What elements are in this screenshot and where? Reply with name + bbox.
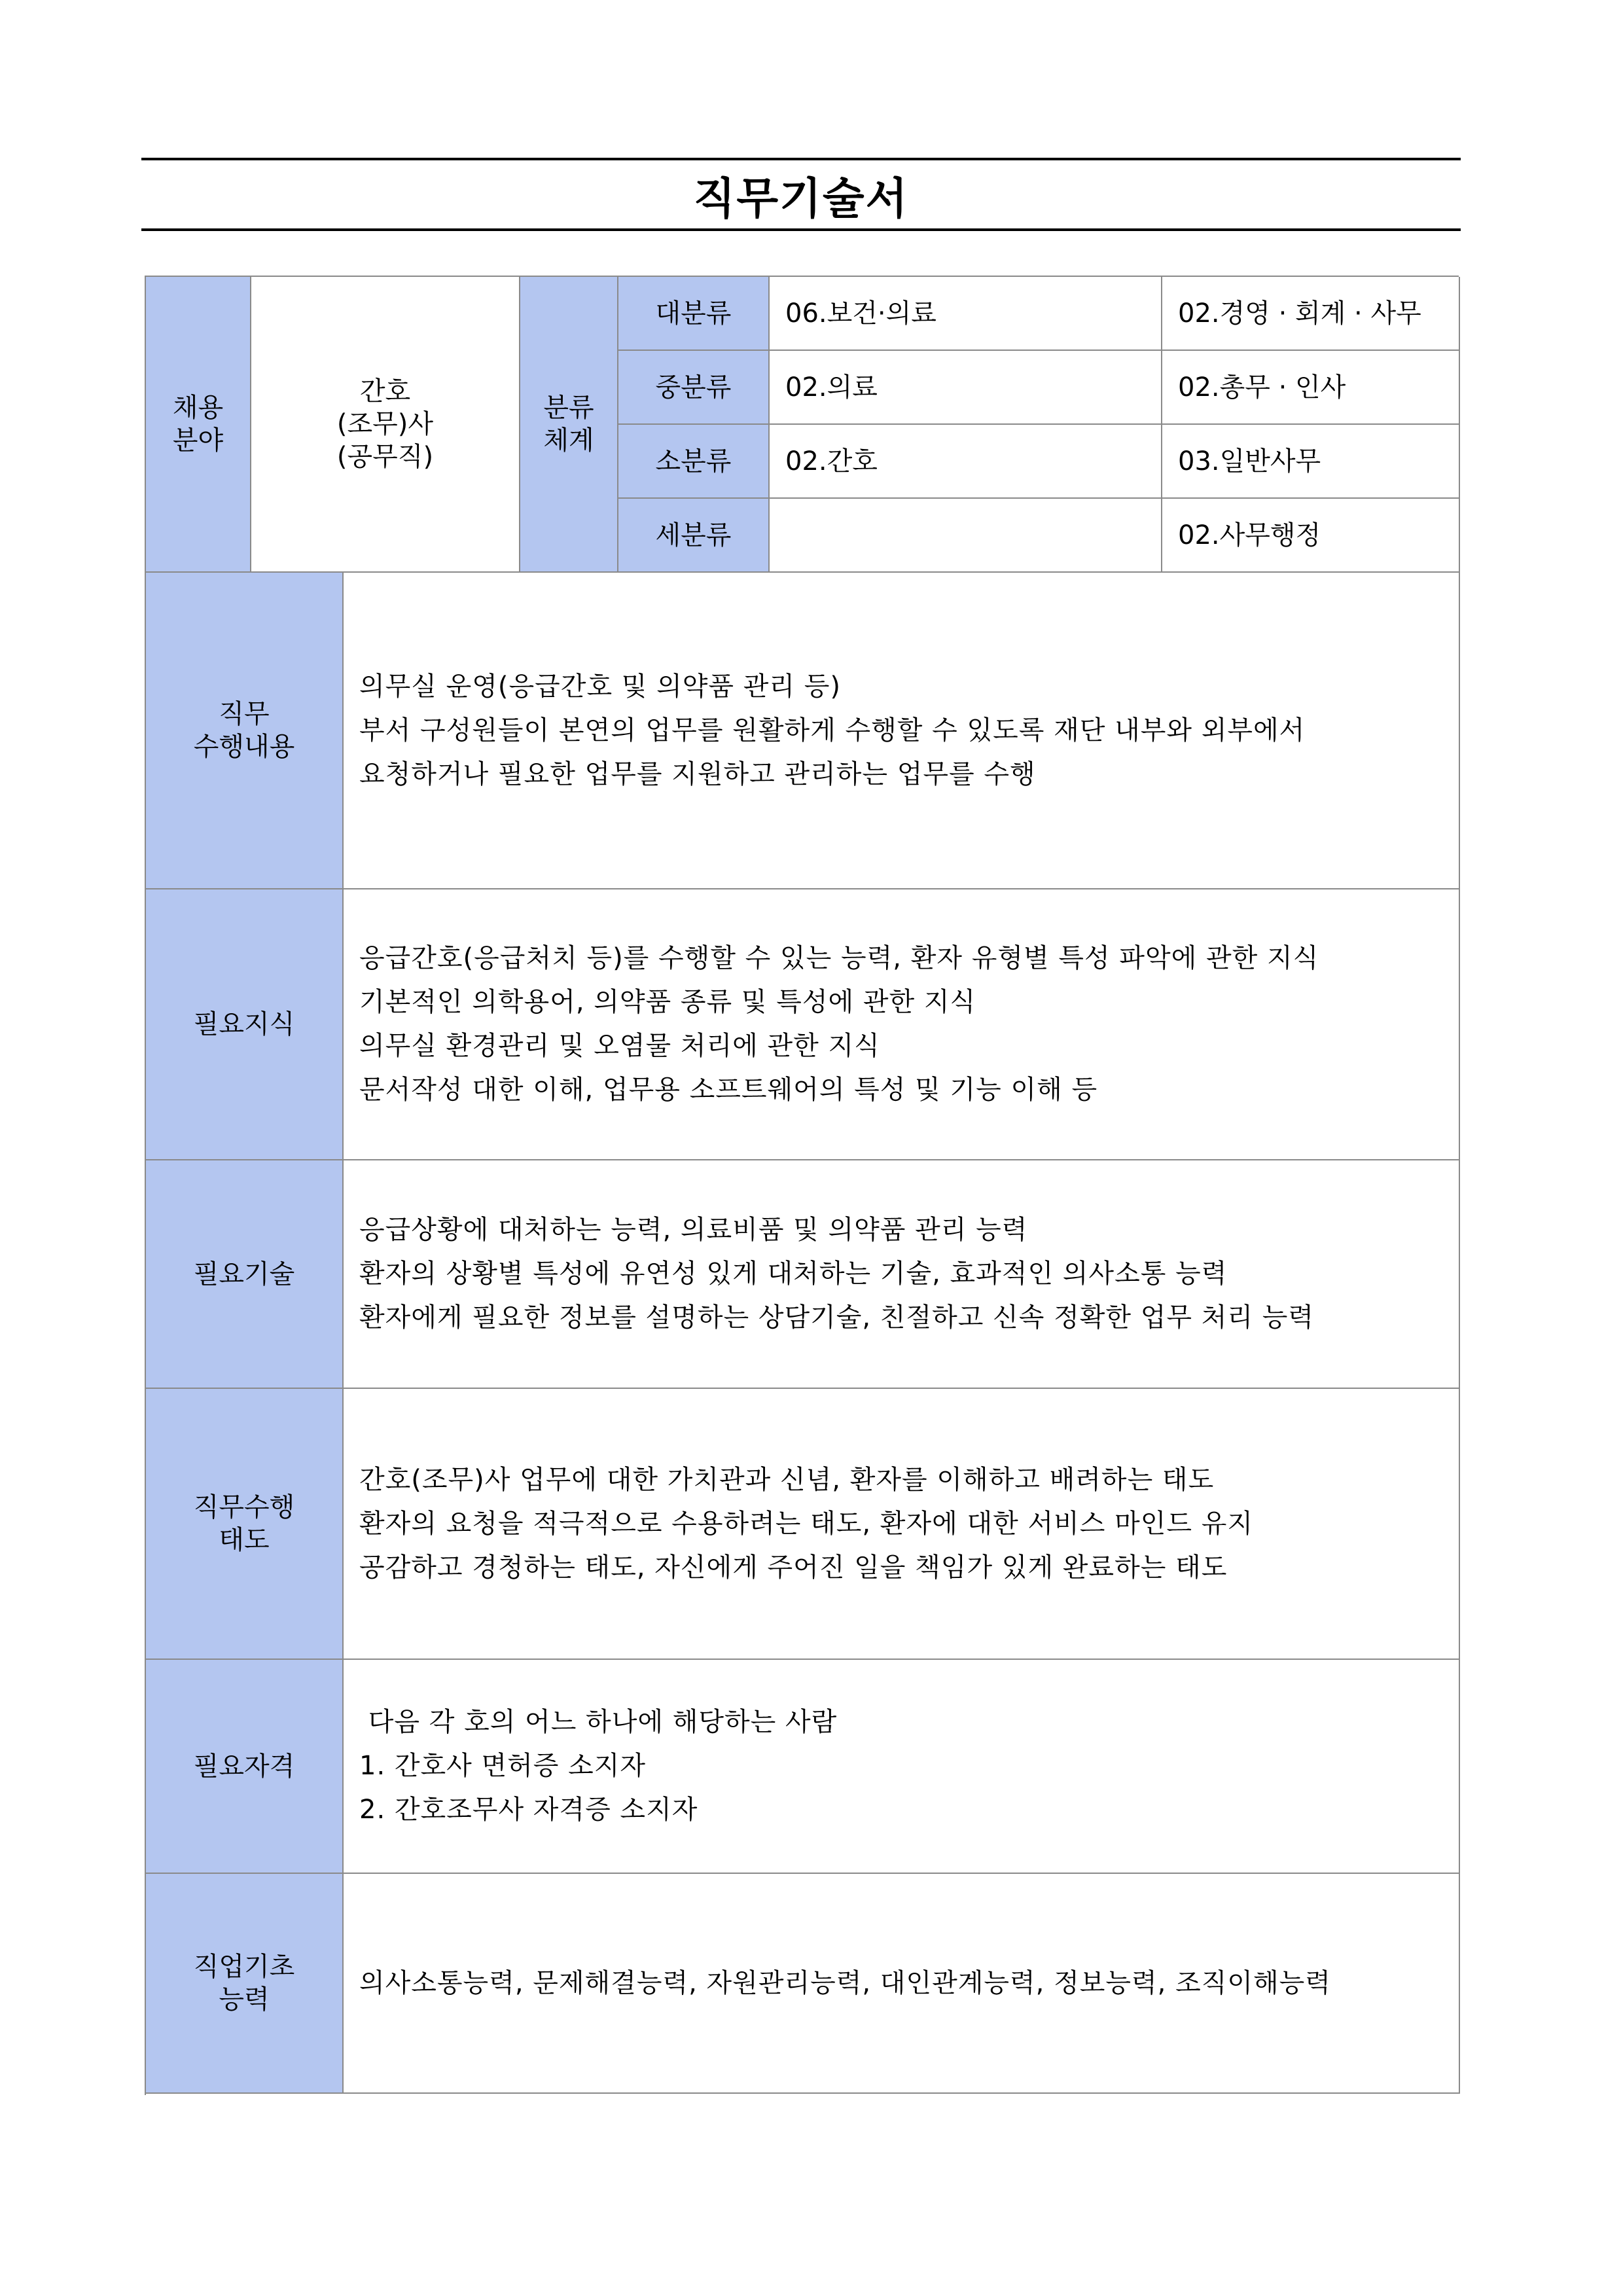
text-line: 다음 각 호의 어느 하나에 해당하는 사람 [359, 1707, 838, 1737]
title-bar [141, 158, 1461, 231]
sub-category-label: 세분류 [618, 499, 770, 573]
required-knowledge-label: 필요지식 [146, 889, 344, 1160]
text-line: 의무실 환경관리 및 오염물 처리에 관한 지식 [359, 1031, 880, 1061]
work-attitude-label: 직무수행 태도 [146, 1389, 344, 1660]
text-line: 환자의 상황별 특성에 유연성 있게 대처하는 기술, 효과적인 의사소통 능력 [359, 1259, 1228, 1289]
required-skills-content [344, 1160, 1460, 1389]
sub-category-value-1 [770, 499, 1162, 573]
text-line: 기본적인 의학용어, 의약품 종류 및 특성에 관한 지식 [359, 987, 976, 1017]
sub-category-value-2: 02.사무행정 [1162, 499, 1460, 573]
work-attitude-content [344, 1389, 1460, 1660]
middle-category-value-1: 02.의료 [770, 351, 1162, 425]
minor-category-label: 소분류 [618, 425, 770, 499]
document-title: 직무기술서 [693, 173, 909, 224]
classification-system-label: 분류 체계 [520, 277, 618, 573]
text-line: 의사소통능력, 문제해결능력, 자원관리능력, 대인관계능력, 정보능력, 조직이해능력 [359, 1967, 1331, 1998]
text-line: 부서 구성원들이 본연의 업무를 원활하게 수행할 수 있도록 재단 내부와 외부에서 [359, 715, 1306, 745]
job-duties-content [344, 573, 1460, 889]
text-line: 환자에게 필요한 정보를 설명하는 상담기술, 친절하고 신속 정확한 업무 처리 능력 [359, 1302, 1314, 1333]
recruit-field-value: 간호 (조무)사 (공무직) [251, 277, 520, 573]
basic-competency-content [344, 1874, 1460, 2094]
required-skills-label: 필요기술 [146, 1160, 344, 1389]
text-line: 환자의 요청을 적극적으로 수용하려는 태도, 환자에 대한 서비스 마인드 유지 [359, 1508, 1253, 1539]
text-line: 문서작성 대한 이해, 업무용 소프트웨어의 특성 및 기능 이해 등 [359, 1075, 1098, 1105]
minor-category-value-2: 03.일반사무 [1162, 425, 1460, 499]
text-line: 응급간호(응급처치 등)를 수행할 수 있는 능력, 환자 유형별 특성 파악에 관한 지식 [359, 943, 1319, 973]
text-line: 의무실 운영(응급간호 및 의약품 관리 등) [359, 671, 842, 702]
middle-category-value-2: 02.총무 · 인사 [1162, 351, 1460, 425]
job-duties-label: 직무 수행내용 [146, 573, 344, 889]
recruit-field-label: 채용 분야 [146, 277, 251, 573]
middle-category-label: 중분류 [618, 351, 770, 425]
text-line: 1. 간호사 면허증 소지자 [359, 1751, 647, 1781]
major-category-label: 대분류 [618, 277, 770, 351]
text-line: 공감하고 경청하는 태도, 자신에게 주어진 일을 책임가 있게 완료하는 태도 [359, 1552, 1228, 1583]
job-description-table [145, 276, 1459, 2095]
text-line: 요청하거나 필요한 업무를 지원하고 관리하는 업무를 수행 [359, 759, 1036, 789]
major-category-value-1: 06.보건·의료 [770, 277, 1162, 351]
required-knowledge-content [344, 889, 1460, 1160]
basic-competency-label: 직업기초 능력 [146, 1874, 344, 2094]
required-qualifications-content [344, 1660, 1460, 1874]
minor-category-value-1: 02.간호 [770, 425, 1162, 499]
text-line: 간호(조무)사 업무에 대한 가치관과 신념, 환자를 이해하고 배려하는 태도 [359, 1464, 1215, 1495]
major-category-value-2: 02.경영 · 회계 · 사무 [1162, 277, 1460, 351]
text-line: 응급상황에 대처하는 능력, 의료비품 및 의약품 관리 능력 [359, 1215, 1028, 1245]
required-qualifications-label: 필요자격 [146, 1660, 344, 1874]
text-line: 2. 간호조무사 자격증 소지자 [359, 1795, 698, 1825]
